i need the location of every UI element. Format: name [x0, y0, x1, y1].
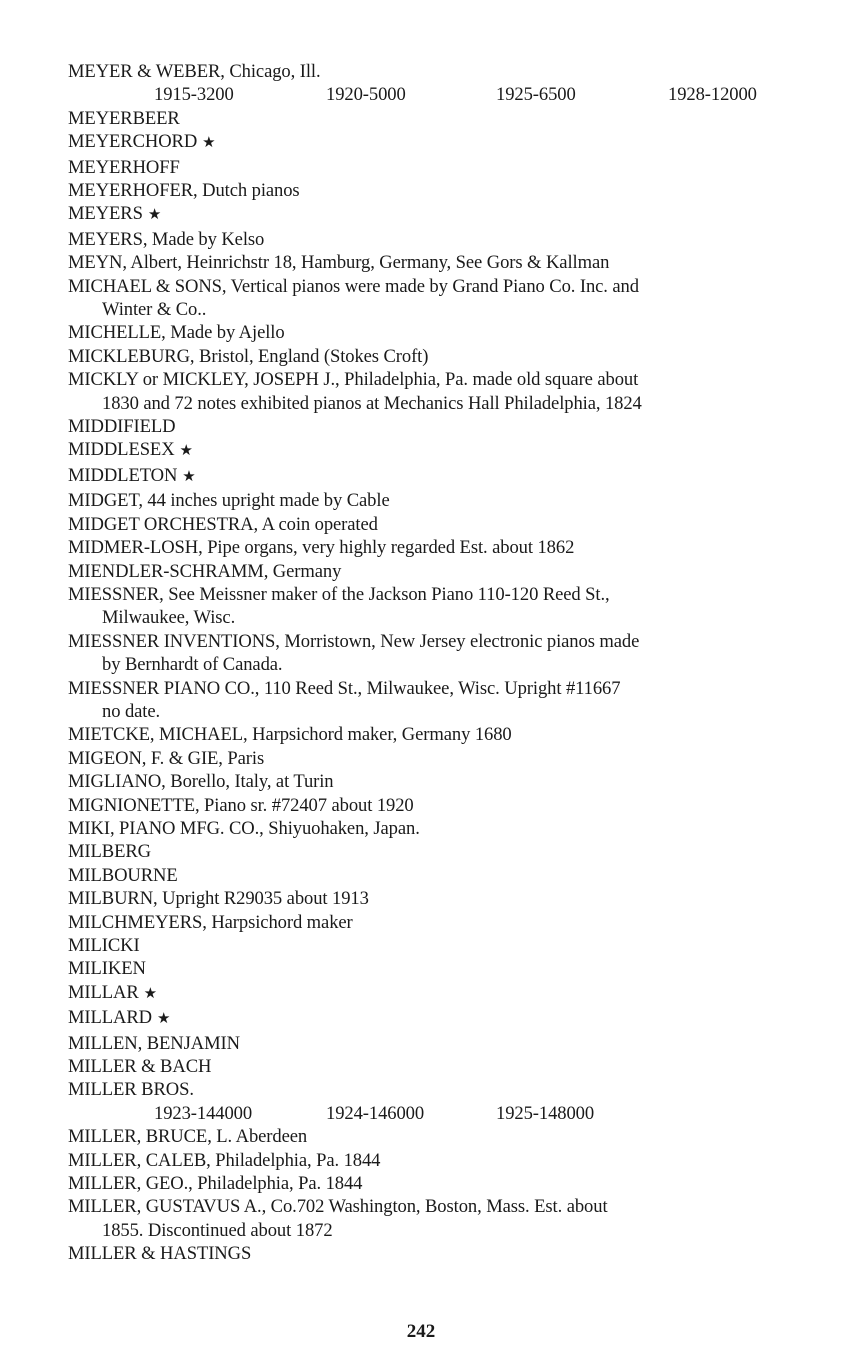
- directory-entry: [68, 981, 828, 1006]
- entry-text: MILLEN, BENJAMIN: [68, 1032, 240, 1054]
- star-icon: ★: [143, 985, 158, 1002]
- directory-entry: [68, 864, 828, 887]
- entry-text: MILICKI: [68, 935, 140, 957]
- directory-entry: [68, 464, 828, 489]
- entry-text: MIDGET ORCHESTRA, A coin operated: [68, 513, 378, 535]
- entry-text: MIENDLER-SCHRAMM, Germany: [68, 560, 342, 582]
- directory-entry: [68, 202, 828, 227]
- directory-entry: [68, 957, 828, 980]
- entry-text: MIDDLESEX: [68, 439, 175, 461]
- directory-entry: [68, 583, 828, 630]
- entry-continuation: by Bernhardt of Canada.: [102, 654, 283, 676]
- serial-year-value: 1924-146000: [326, 1102, 425, 1124]
- entry-text: MILLER, CALEB, Philadelphia, Pa. 1844: [68, 1149, 381, 1171]
- entry-continuation: Milwaukee, Wisc.: [102, 607, 236, 629]
- star-icon: ★: [157, 1011, 171, 1028]
- directory-entry: [68, 794, 828, 817]
- directory-entry: [68, 368, 828, 415]
- directory-entry: [68, 1125, 828, 1148]
- directory-entry: [68, 1149, 828, 1172]
- entry-text: MEYERHOFER, Dutch pianos: [68, 180, 300, 202]
- entry-text: MEYERS: [68, 203, 143, 225]
- directory-entry: [68, 934, 828, 957]
- entry-text: MILLER & HASTINGS: [68, 1243, 252, 1265]
- directory-entry: [68, 489, 828, 512]
- entry-text: MIDDLETON: [68, 464, 178, 486]
- entry-text: MILCHMEYERS, Harpsichord maker: [68, 911, 353, 933]
- serial-year-value: 1915-3200: [154, 84, 234, 106]
- entry-text: MIESSNER INVENTIONS, Morristown, New Jersey electronic pianos made: [68, 630, 640, 652]
- entry-text: MEYERBEER: [68, 107, 180, 129]
- directory-entry: [68, 415, 828, 438]
- directory-page: [68, 60, 828, 1266]
- entry-text: MILLER & BACH: [68, 1056, 212, 1078]
- entry-text: MILLAR: [68, 981, 139, 1003]
- entry-continuation: Winter & Co..: [102, 299, 207, 321]
- entry-text: MIGEON, F. & GIE, Paris: [68, 747, 265, 769]
- page-number: 242: [406, 1321, 436, 1342]
- directory-entry: [68, 1195, 828, 1242]
- entry-text: MEYER & WEBER, Chicago, Ill.: [68, 61, 321, 82]
- directory-entry: [68, 911, 828, 934]
- directory-entry: [68, 1055, 828, 1078]
- directory-entry: [68, 817, 828, 840]
- directory-entry: [68, 228, 828, 251]
- entry-text: MILIKEN: [68, 958, 146, 980]
- entry-text: MILLER, BRUCE, L. Aberdeen: [68, 1126, 308, 1148]
- entry-text: MILLER, GEO., Philadelphia, Pa. 1844: [68, 1173, 363, 1195]
- directory-entry: [68, 275, 828, 322]
- directory-entry: [68, 251, 828, 274]
- serial-number-row: [68, 1102, 828, 1125]
- serial-year-value: 1923-144000: [154, 1102, 253, 1124]
- entry-text: MIDGET, 44 inches upright made by Cable: [68, 490, 390, 512]
- entry-text: MIDMER-LOSH, Pipe organs, very highly regarded Est. about 1862: [68, 537, 575, 559]
- entry-text: MICHAEL & SONS, Vertical pianos were made by Grand Piano Co. Inc. and: [68, 275, 639, 297]
- entry-continuation: 1855. Discontinued about 1872: [102, 1219, 333, 1241]
- entry-text: MILLER BROS.: [68, 1079, 194, 1101]
- serial-year-value: 1925-6500: [496, 84, 576, 106]
- directory-entry: [68, 770, 828, 793]
- serial-year-value: 1920-5000: [326, 84, 406, 106]
- directory-entry: [68, 1172, 828, 1195]
- directory-entry: [68, 438, 828, 463]
- star-icon: ★: [182, 468, 196, 485]
- entry-text: MIGLIANO, Borello, Italy, at Turin: [68, 771, 334, 793]
- entry-text: MICKLEBURG, Bristol, England (Stokes Croft): [68, 345, 429, 367]
- directory-entry: [68, 1006, 828, 1031]
- serial-year-value: 1925-148000: [496, 1102, 595, 1124]
- directory-entry: [68, 130, 828, 155]
- directory-entry: [68, 536, 828, 559]
- directory-entry: [68, 723, 828, 746]
- directory-entry: [68, 156, 828, 179]
- entry-text: MIDDIFIELD: [68, 416, 176, 438]
- star-icon: ★: [179, 443, 193, 460]
- entry-text: MIETCKE, MICHAEL, Harpsichord maker, Germany 1680: [68, 724, 512, 746]
- directory-entry: [68, 179, 828, 202]
- entry-text: MICHELLE, Made by Ajello: [68, 322, 285, 344]
- directory-entry: [68, 1032, 828, 1055]
- directory-entry: [68, 60, 828, 83]
- entry-text: MICKLY or MICKLEY, JOSEPH J., Philadelphia, Pa. made old square about: [68, 369, 639, 391]
- entry-text: MILLER, GUSTAVUS A., Co.702 Washington, Boston, Mass. Est. about: [68, 1196, 608, 1218]
- entry-text: MILLARD: [68, 1007, 152, 1029]
- entry-continuation: 1830 and 72 notes exhibited pianos at Mechanics Hall Philadelphia, 1824: [102, 392, 642, 414]
- directory-entry: [68, 560, 828, 583]
- star-icon: ★: [202, 135, 216, 152]
- entry-text: MIESSNER, See Meissner maker of the Jackson Piano 110-120 Reed St.,: [68, 583, 610, 605]
- directory-entry: [68, 345, 828, 368]
- entry-text: MEYERS, Made by Kelso: [68, 228, 265, 250]
- directory-entry: [68, 1242, 828, 1265]
- entry-text: MEYERCHORD: [68, 131, 198, 153]
- entry-continuation: no date.: [102, 700, 161, 722]
- star-icon: ★: [147, 207, 162, 224]
- entry-text: MIGNIONETTE, Piano sr. #72407 about 1920: [68, 794, 414, 816]
- directory-entry: [68, 840, 828, 863]
- entry-text: MILBERG: [68, 841, 151, 863]
- directory-entry: [68, 513, 828, 536]
- serial-year-value: 1928-12000: [668, 84, 757, 106]
- directory-entry: [68, 887, 828, 910]
- directory-entry: [68, 630, 828, 677]
- directory-entry: [68, 321, 828, 344]
- entry-text: MEYERHOFF: [68, 156, 180, 178]
- directory-entry: [68, 107, 828, 130]
- entry-text: MILBOURNE: [68, 864, 178, 886]
- directory-entry: [68, 747, 828, 770]
- directory-entry: [68, 677, 828, 724]
- directory-entry: [68, 1078, 828, 1101]
- serial-number-row: [68, 83, 828, 106]
- entry-text: MILBURN, Upright R29035 about 1913: [68, 888, 369, 910]
- entry-text: MEYN, Albert, Heinrichstr 18, Hamburg, Germany, See Gors & Kallman: [68, 252, 610, 274]
- entry-text: MIKI, PIANO MFG. CO., Shiyuohaken, Japan.: [68, 817, 420, 839]
- entry-text: MIESSNER PIANO CO., 110 Reed St., Milwaukee, Wisc. Upright #11667: [68, 677, 621, 699]
